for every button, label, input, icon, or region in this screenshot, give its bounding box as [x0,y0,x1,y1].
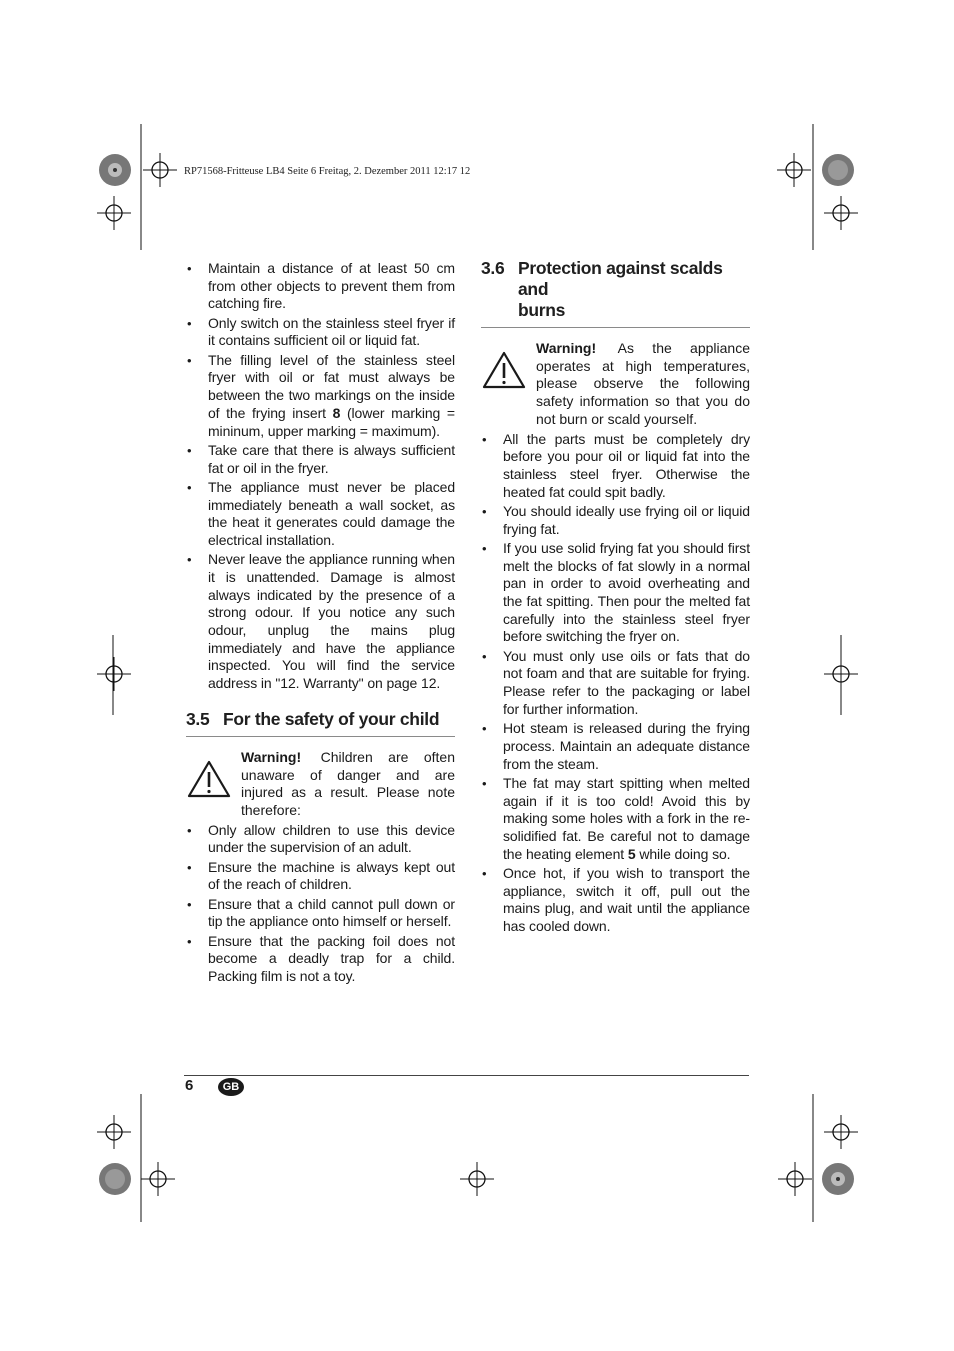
registration-mark-icon [820,1161,856,1197]
child-safety-list [186,822,455,986]
melt-text-before: The fat may start spitting when melted again if it is too cold! Avoid this by making some holes with a fork in the re-solidified fat. Be careful not to damage the heating element [503,774,750,862]
warning-block [481,340,750,429]
list-item: • Never leave the appliance running when it is unattended. Damage is almost always indicated by the presence of a strong odour. If you notice any such odour, unplug the mains plug immediately and have the appliance inspected. You will find the service address in "12. Warranty" on page 12. [186,551,455,693]
registration-mark-icon [820,152,856,188]
list-item: • Only allow children to use this device under the supervision of an adult. [186,822,455,857]
crosshair-icon [460,1162,494,1196]
section-heading-3-5 [186,709,455,737]
registration-mark-icon [97,152,133,188]
warning-label: Warning! [241,748,302,765]
warning-block [186,749,455,820]
footer-rule [184,1075,749,1076]
section-number: 3.5 [186,708,210,729]
crosshair-icon [97,657,131,691]
section-title: For the safety of your child [223,708,440,729]
melt-text-after: while doing so. [635,845,731,862]
list-item: • All the parts must be completely dry before you pour oil or liquid fat into the stainless steel fryer. Otherwise the heated fat could spit badly. [481,431,750,502]
right-column [481,258,750,937]
list-item: • Only switch on the stainless steel fryer if it contains sufficient oil or liquid fat. [186,315,455,350]
list-item: • You must only use oils or fats that do not foam and that are suitable for frying. Please refer to the packaging or label for further information. [481,648,750,719]
part-number-5: 5 [627,845,636,862]
section-title [518,258,750,321]
crosshair-icon [824,1115,858,1149]
list-item: • Hot steam is released during the frying process. Maintain an adequate distance from the steam. [481,720,750,773]
list-item: • Take care that there is always sufficient fat or oil in the fryer. [186,442,455,477]
warning-text [536,340,750,429]
warning-message: As the appliance operates at high temperatures, please observe the following safety information so that you do not burn or scald yourself. [536,340,750,427]
crop-mark-icon [112,635,114,715]
warning-message: Children are often unaware of danger and are injured as a result. Please note therefore: [241,748,455,818]
list-item-melted-fat [481,775,750,864]
list-item: • Ensure that a child cannot pull down or tip the appliance onto himself or herself. [186,896,455,931]
crop-mark-icon [840,635,842,715]
crosshair-icon [141,1162,175,1196]
list-item: • If you use solid frying fat you should first melt the blocks of fat slowly in a normal pan in order to avoid overheating and the fat spitting. Then pour the melted fat carefully into the stainless steel fryer before switching the fryer on. [481,540,750,646]
crosshair-icon [97,1115,131,1149]
crop-mark-icon [812,1094,814,1222]
section-heading-3-6 [481,258,750,328]
crosshair-icon [143,153,177,187]
section-title-line: burns [518,300,566,320]
warning-label: Warning! [536,340,597,356]
language-badge: GB [218,1078,244,1096]
page-number: 6 [185,1077,194,1094]
scald-protection-list [481,431,750,936]
crosshair-icon [778,1162,812,1196]
registration-mark-icon [97,1161,133,1197]
list-item: • Once hot, if you wish to transport the appliance, switch it off, pull out the mains plug, and wait until the appliance has cooled down. [481,865,750,936]
crosshair-icon [97,196,131,230]
list-item: • You should ideally use frying oil or liquid frying fat. [481,503,750,538]
print-slug: RP71568-Fritteuse LB4 Seite 6 Freitag, 2. Dezember 2011 12:17 12 [184,166,471,177]
warning-triangle-icon [186,749,241,820]
crosshair-icon [824,196,858,230]
section-title-line: Protection against scalds and [518,258,723,299]
safety-list-top [186,260,455,693]
filling-text-after: (lower marking = mininum, upper marking = maximum). [208,404,455,439]
filling-text-before: The filling level of the stainless steel fryer with oil or fat must always be between the two markings on the inside of the frying insert [208,351,455,421]
list-item: • Ensure that the packing foil does not become a deadly trap for a child. Packing film is not a toy. [186,933,455,986]
list-item-filling-level [186,352,455,441]
crosshair-icon [777,153,811,187]
section-number: 3.6 [481,258,505,278]
crop-mark-icon [140,124,142,250]
crop-mark-icon [812,124,814,250]
warning-triangle-icon [481,340,536,429]
left-column [186,260,455,987]
list-item: • The appliance must never be placed immediately beneath a wall socket, as the heat it generates could damage the electrical installation. [186,479,455,550]
part-number-8: 8 [332,404,341,421]
crop-mark-icon [140,1094,142,1222]
list-item: • Maintain a distance of at least 50 cm from other objects to prevent them from catching fire. [186,260,455,313]
warning-text [241,749,455,820]
list-item: • Ensure the machine is always kept out of the reach of children. [186,859,455,894]
